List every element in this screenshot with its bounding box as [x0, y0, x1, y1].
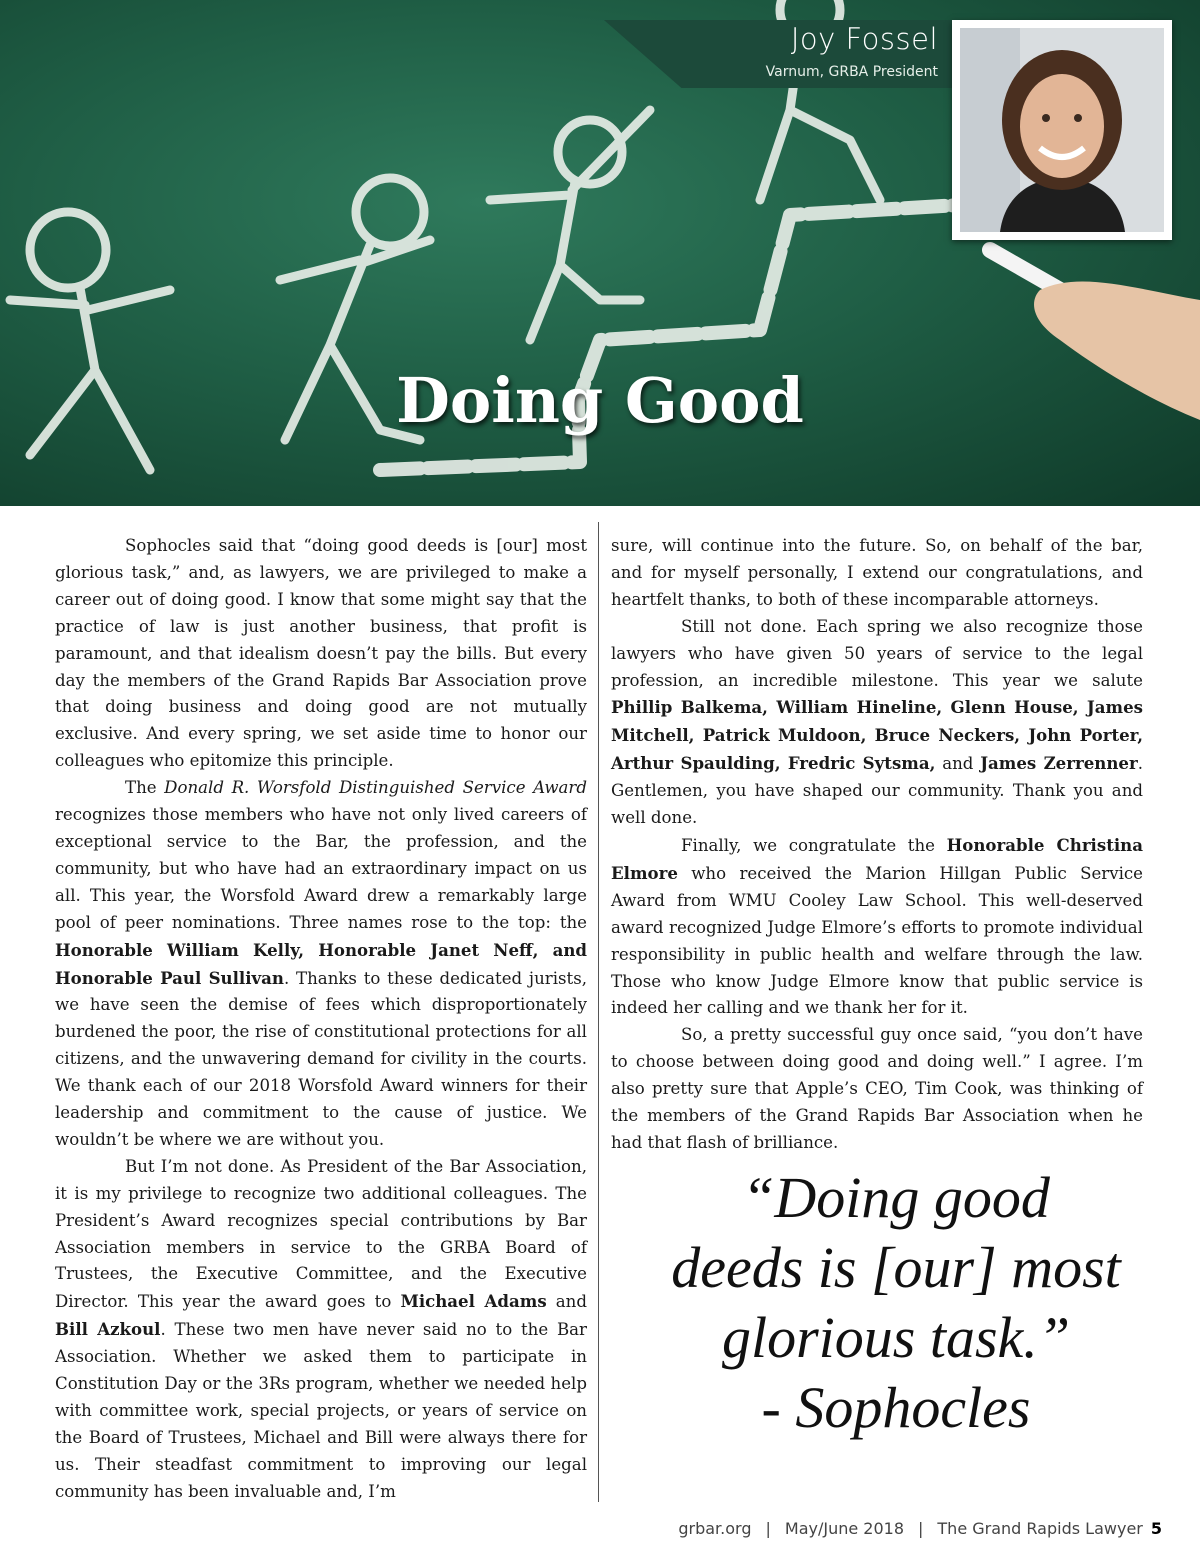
honoree-names: Phillip Balkema, William Hineline, Glenn House, James Mitchell, Patrick Muldoon, Bruce Neckers, John Porter, Arthur Spaulding, Fredric Sytsma,: [611, 697, 1143, 774]
paragraph: sure, will continue into the future. So, on behalf of the bar, and for myself personally, I extend our congratulations, and heartfelt thanks, to both of these incomparable attorneys.: [611, 536, 1143, 609]
paragraph: But I’m not done. As President of the Bar Association, it is my privilege to recognize two additional colleagues. The President’s Award recognizes special contributions by Bar Association members in service to the GRBA Board of Trustees, the Executive Committee, and the Executive Director. This year the award goes to Michael Adams and Bill Azkoul. These two men have never said no to the Bar Association. Whether we asked them to participate in Constitution Day or the 3Rs program, whether we needed help with committee work, special projects, or years of service on the Board of Trustees, Michael and Bill were always there for us. Their steadfast commitment to improving our legal community has been invaluable and, I’m: [55, 1156, 587, 1501]
author-portrait-icon: [960, 28, 1164, 232]
award-name: Donald R. Worsfold Distinguished Service Award: [164, 778, 587, 798]
pull-quote-line: “Doing good: [742, 1165, 1050, 1230]
pull-quote-line: deeds is [our] most: [671, 1235, 1121, 1300]
paragraph: Still not done. Each spring we also recognize those lawyers who have given 50 years of service to the legal profession, an incredible milestone. This year we salute Phillip Balkema, William Hineline, Glenn House, James Mitchell, Patrick Muldoon, Bruce Neckers, John Porter, Arthur Spaulding, Fredric Sytsma, and James Zerrenner. Gentlemen, you have shaped our community. Thank you and well done.: [611, 616, 1143, 828]
column-divider: [598, 522, 599, 1502]
paragraph: So, a pretty successful guy once said, “you don’t have to choose between doing good and doing well.” I agree. I’m also pretty sure that Apple’s CEO, Tim Cook, was thinking of the members of the Grand Rapids Bar Association when he had that flash of brilliance.: [611, 1025, 1143, 1152]
pull-quote-attribution: - Sophocles: [761, 1375, 1031, 1440]
footer-publication: The Grand Rapids Lawyer: [937, 1519, 1143, 1538]
honoree-name: Bill Azkoul: [55, 1319, 161, 1340]
page-title: Doing Good: [396, 364, 804, 437]
paragraph: Finally, we congratulate the Honorable Christina Elmore who received the Marion Hillgan Public Service Award from WMU Cooley Law School. This well-deserved award recognized Judge Elmore’s efforts to promote individual responsibility in public health and welfare through the law. Those who know Judge Elmore know that public service is indeed her calling and we thank her for it.: [611, 834, 1143, 1018]
footer-issue: May/June 2018: [784, 1519, 905, 1538]
honoree-name: Honorable Christina Elmore: [611, 834, 1143, 883]
author-photo: [952, 20, 1172, 240]
honoree-names: Honorable William Kelly, Honorable Janet Neff, and Honorable Paul Sullivan: [55, 939, 587, 988]
paragraph: The Donald R. Worsfold Distinguished Service Award recognizes those members who have not only lived careers of exceptional service to the Bar, the profession, and the community, but who have had an extraordinary impact on us all. This year, the Worsfold Award drew a remarkably large pool of peer nominations. Three names rose to the top: the Honorable William Kelly, Honorable Janet Neff, and Honorable Paul Sullivan. Thanks to these dedicated jurists, we have seen the demise of fees which disproportionately burdened the poor, the rise of constitutional protections for all citizens, and the unwavering demand for civility in the courts. We thank each of our 2018 Worsfold Award winners for their leadership and commitment to the cause of justice. We wouldn’t be where we are without you.: [55, 778, 587, 1149]
author-name: Joy Fossel: [790, 22, 938, 56]
honoree-name: Michael Adams: [400, 1291, 547, 1312]
article-column-right: [611, 533, 1143, 1157]
honoree-name: James Zerrenner: [980, 753, 1138, 774]
article-column-left: [55, 533, 587, 1506]
paragraph: Sophocles said that “doing good deeds is [our] most glorious task,” and, as lawyers, we are privileged to make a career out of doing good. I know that some might say that the practice of law is just another business, that profit is paramount, and that idealism doesn’t pay the bills. But every day the members of the Grand Rapids Bar Association prove that doing business and doing good are not mutually exclusive. And every spring, we set aside time to honor our colleagues who epitomize this principle.: [55, 536, 587, 771]
author-role: Varnum, GRBA President: [765, 64, 938, 80]
page-footer: grbar.org | May/June 2018 | The Grand Rapids Lawyer 5: [678, 1519, 1162, 1538]
pull-quote: [611, 1163, 1181, 1443]
page-number: 5: [1150, 1519, 1162, 1538]
hero-banner: [0, 0, 1200, 506]
pull-quote-line: glorious task.”: [721, 1305, 1071, 1370]
footer-site[interactable]: grbar.org: [678, 1519, 752, 1538]
